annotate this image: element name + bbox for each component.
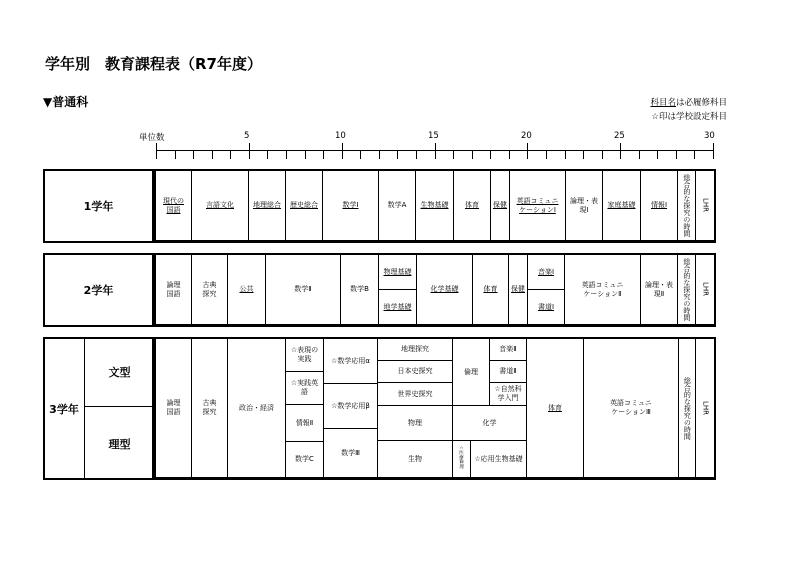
subject-cell: ☆応用生物基礎 <box>471 441 527 478</box>
subject-cell: 物理 <box>378 406 453 441</box>
subject-cell: 公共 <box>228 255 266 325</box>
ruler-tick <box>193 150 194 159</box>
subject-cell: 保健 <box>509 255 528 325</box>
ruler-tick <box>620 143 621 159</box>
ruler-tick <box>323 150 324 159</box>
ruler-tick-label: 10 <box>335 131 346 141</box>
legend-school-subject: ☆印は学校設定科目 <box>651 112 727 122</box>
lhr-label: LHR <box>701 400 710 416</box>
ruler-tick <box>565 150 566 159</box>
row-label-rikei: 理型 <box>108 437 131 451</box>
subject-cell: 数学Ⅱ <box>266 255 341 325</box>
subject-cell: 数学A <box>379 171 416 241</box>
ruler-tick <box>230 150 231 159</box>
subject-cell: ☆表現の 実践 <box>286 339 324 372</box>
subject-cell-vertical <box>678 171 696 241</box>
subject-cell: 音楽Ⅱ <box>490 339 527 361</box>
subject-cell: 書道Ⅰ <box>528 290 565 325</box>
subject-cell: 倫理 <box>453 339 490 406</box>
ruler-label: 単位数 <box>139 133 165 143</box>
ruler-tick <box>212 150 213 159</box>
subject-cell: 数学B <box>341 255 379 325</box>
ruler-tick <box>527 143 528 159</box>
ruler-tick <box>602 150 603 159</box>
ruler-tick <box>713 143 714 159</box>
row-label-g2: 2学年 <box>83 284 114 297</box>
subject-cell: 情報Ⅰ <box>641 171 678 241</box>
subject-cell: 論理・表 現Ⅰ <box>566 171 603 241</box>
ruler-tick <box>453 150 454 159</box>
grade2-cells <box>156 255 714 325</box>
integrated-study-label: 総合的な探究の時間 <box>683 376 692 440</box>
subject-cell: 情報Ⅱ <box>286 405 324 442</box>
ruler-tick <box>416 150 417 159</box>
subject-cell: 地学基礎 <box>379 290 417 325</box>
subject-cell: 世界史探究 <box>378 383 453 406</box>
ruler-tick <box>379 150 380 159</box>
subject-cell: 論理 国語 <box>156 339 192 478</box>
ruler-tick <box>286 150 287 159</box>
ruler-tick-label: 20 <box>521 131 532 141</box>
ruler-tick <box>509 150 510 159</box>
ruler-tick <box>676 150 677 159</box>
subject-cell: 数学Ⅰ <box>323 171 379 241</box>
subject-cell: 英語コミュニ ケーションⅡ <box>565 255 641 325</box>
subject-cell: 現代の 国語 <box>156 171 192 241</box>
subject-cell: ☆数学応用β <box>324 384 378 429</box>
subject-cell: 論理・表 現Ⅱ <box>641 255 678 325</box>
subject-cell-vertical <box>678 255 696 325</box>
subject-cell: 生物 <box>378 441 453 478</box>
ruler-tick <box>472 150 473 159</box>
subject-cell: 英語コミュニ ケーションⅠ <box>510 171 566 241</box>
subject-cell: 古典 探究 <box>192 339 228 478</box>
subject-cell: 生物基礎 <box>416 171 454 241</box>
ruler-tick <box>657 150 658 159</box>
subject-cell: 保健 <box>491 171 510 241</box>
subject-cell: 政治・経済 <box>228 339 286 478</box>
subject-cell: ☆自然科 学入門 <box>490 383 527 406</box>
subject-cell: 古典 探究 <box>192 255 228 325</box>
ruler-tick <box>342 143 343 159</box>
subject-cell: 体育 <box>454 171 491 241</box>
ruler-tick <box>639 150 640 159</box>
subject-cell: 体育 <box>527 339 584 478</box>
subject-cell: 化学基礎 <box>417 255 473 325</box>
subject-cell: 地理総合 <box>249 171 286 241</box>
ruler-tick <box>583 150 584 159</box>
subject-cell: 歴史総合 <box>286 171 323 241</box>
subject-cell: 物理基礎 <box>379 255 417 290</box>
section-heading: ▼普通科 <box>43 95 89 109</box>
ruler-tick-label: 25 <box>614 131 625 141</box>
integrated-study-label: 総合的な探究の時間 <box>682 174 691 237</box>
subject-cell-vertical <box>696 171 714 241</box>
subject-cell: ☆数学応用α <box>324 339 378 384</box>
lhr-label: LHR <box>701 198 710 213</box>
subject-cell-vertical <box>696 255 714 325</box>
subject-cell: 言語文化 <box>192 171 249 241</box>
ruler-tick <box>694 150 695 159</box>
subject-cell: 音楽Ⅰ <box>528 255 565 290</box>
subject-cell: 地理探究 <box>378 339 453 361</box>
ruler-tick-label: 5 <box>244 131 250 141</box>
subject-cell-vertical <box>696 339 714 478</box>
ruler-tick-label: 30 <box>704 131 715 141</box>
row-label-bunkei: 文型 <box>108 365 131 379</box>
subject-cell: 論理 国語 <box>156 255 192 325</box>
subject-cell: 数学Ⅲ <box>324 429 378 478</box>
ruler-tick <box>249 143 250 159</box>
grade1-cells <box>156 171 714 241</box>
subject-cell: ☆実践英 語 <box>286 372 324 405</box>
ruler-tick <box>397 150 398 159</box>
subject-cell-vertical <box>679 339 696 478</box>
ruler-tick <box>490 150 491 159</box>
row-label-g1: 1学年 <box>83 200 114 213</box>
ruler-tick <box>267 150 268 159</box>
legend-underlined-word: 科目名 <box>650 98 676 108</box>
ruler-tick-label: 15 <box>428 131 439 141</box>
subject-cell: 家庭基礎 <box>603 171 641 241</box>
ruler-tick <box>546 150 547 159</box>
lhr-label: LHR <box>701 282 710 297</box>
subject-cell: 体育 <box>473 255 509 325</box>
subject-cell: ☆ 医 療 倫 理 <box>453 441 471 478</box>
ruler-tick <box>175 150 176 159</box>
ruler-tick <box>305 150 306 159</box>
legend-required-text: は必履修科目 <box>675 98 727 108</box>
ruler-tick <box>435 143 436 159</box>
subject-cell: 数学C <box>286 442 324 478</box>
page-title: 学年別 教育課程表（R7年度） <box>45 55 262 73</box>
legend-required <box>650 96 727 108</box>
integrated-study-label: 総合的な探究の時間 <box>682 258 691 321</box>
subject-cell: 書道Ⅱ <box>490 361 527 383</box>
row-label-g3: 3学年 <box>49 402 79 416</box>
subject-cell: 日本史探究 <box>378 361 453 383</box>
ruler-tick <box>156 143 157 159</box>
subject-cell: 化学 <box>453 406 527 441</box>
ruler-tick <box>360 150 361 159</box>
subject-cell: 英語コミュニ ケーションⅢ <box>584 339 679 478</box>
grade3-cells <box>156 339 714 478</box>
